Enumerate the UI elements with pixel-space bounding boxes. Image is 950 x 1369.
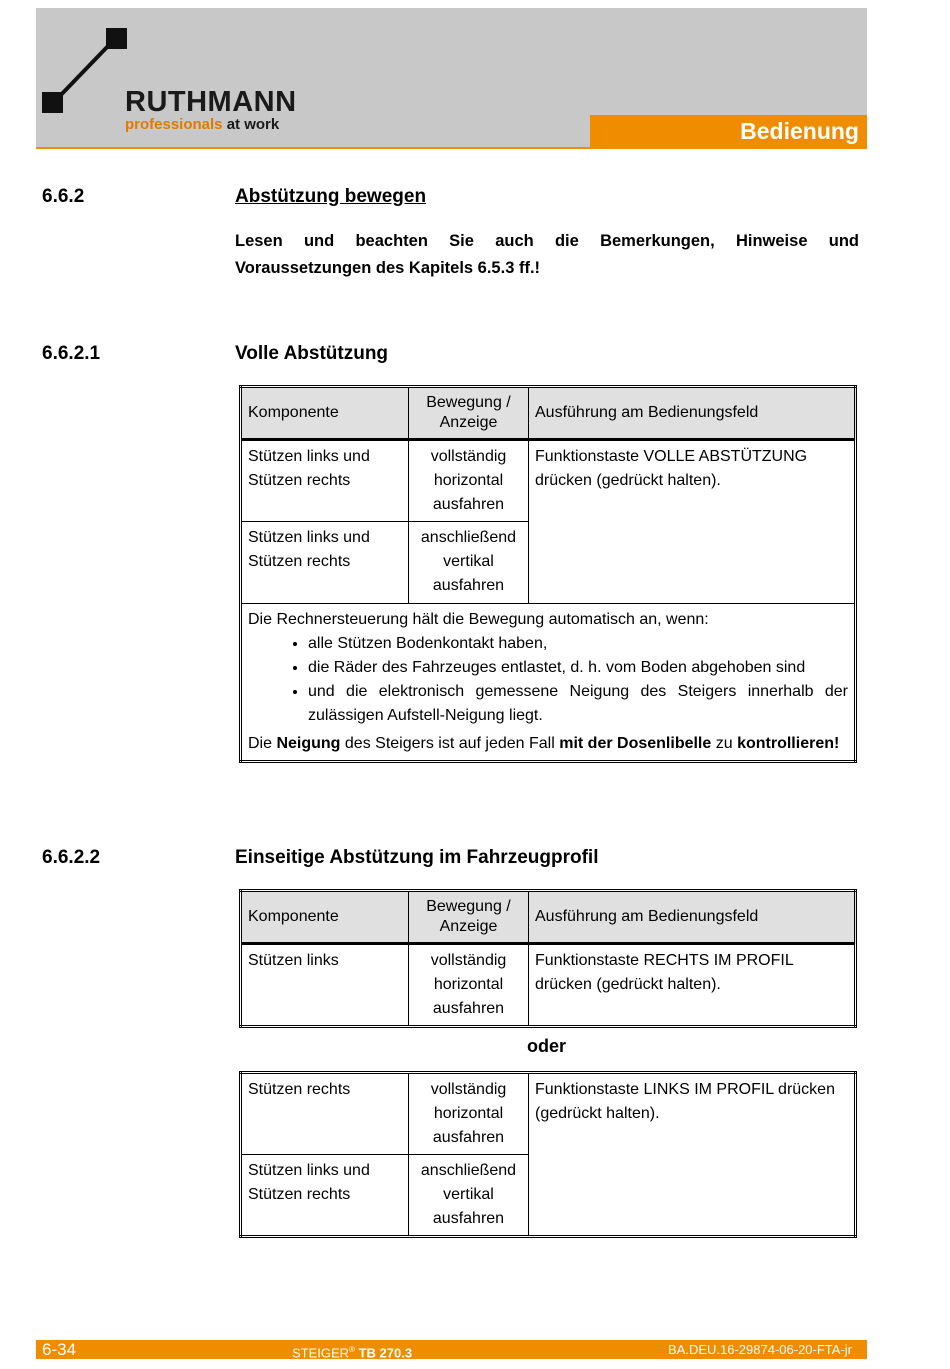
list-item: • und die elektronisch gemessene Neigung des Steigers innerhalb der zulässigen Aufstell-Neigung liegt. <box>308 680 848 728</box>
header-movement-line1: Bewegung / <box>426 898 511 915</box>
or-label: oder <box>527 1036 567 1056</box>
subsection-title: Einseitige Abstützung im Fahrzeugprofil <box>235 847 599 868</box>
header-movement-line1: Bewegung / <box>426 394 511 411</box>
table-row <box>241 1073 856 1155</box>
row-movement: anschließend vertikal ausfahren <box>409 522 529 604</box>
operation-table-profile-right <box>239 889 857 1028</box>
brand-tagline <box>125 116 279 134</box>
tagline-professionals: professionals <box>125 116 223 133</box>
row-execution: Funktionstaste RECHTS IM PROFIL drücken (gedrückt halten). <box>529 944 856 1027</box>
table-row <box>241 440 856 522</box>
header-component: Komponente <box>241 387 409 440</box>
header-execution: Ausführung am Bedienungsfeld <box>529 891 856 944</box>
brand-name: RUTHMANN <box>125 86 297 118</box>
row-component: Stützen links und Stützen rechts <box>241 522 409 604</box>
warning-part: zu <box>711 735 738 752</box>
header-movement-line2: Anzeige <box>439 918 498 935</box>
intro-text: Lesen und beachten Sie auch die Bemerkungen, Hinweise und Voraussetzungen des Kapitels 6.5.3 ff.! <box>235 232 859 277</box>
note-intro: Die Rechnersteuerung hält die Bewegung automatisch an, wenn: <box>248 611 709 628</box>
registered-mark: ® <box>349 1345 355 1354</box>
product-model: TB 270.3 <box>354 1345 413 1361</box>
list-item: • die Räder des Fahrzeuges entlastet, d. h. vom Boden abgehoben sind <box>308 656 848 680</box>
row-movement: vollständig horizontal ausfahren <box>409 1073 529 1155</box>
header-component: Komponente <box>241 891 409 944</box>
product-prefix: STEIGER <box>292 1345 350 1361</box>
row-component: Stützen rechts <box>241 1073 409 1155</box>
row-execution: Funktionstaste VOLLE ABSTÜTZUNG drücken (gedrückt halten). <box>529 440 856 604</box>
row-component: Stützen links und Stützen rechts <box>241 440 409 522</box>
table-note-row <box>241 604 856 762</box>
operation-table-profile-left <box>239 1071 857 1238</box>
row-movement: anschließend vertikal ausfahren <box>409 1155 529 1237</box>
warning-part: Die <box>248 735 277 752</box>
note-cell <box>241 604 856 762</box>
warning-part: des Steigers ist auf jeden Fall <box>340 735 560 752</box>
tagline-at-work: at work <box>222 116 280 133</box>
section-title: Abstützung bewegen <box>235 186 427 207</box>
product-name <box>292 1341 412 1361</box>
row-movement: vollständig horizontal ausfahren <box>409 944 529 1027</box>
document-id: BA.DEU.16-29874-06-20-FTA-jr <box>668 1342 852 1357</box>
list-item: • alle Stützen Bodenkontakt haben, <box>308 632 848 656</box>
warning-bold: Neigung <box>276 735 341 752</box>
section-number: 6.6.2 <box>42 186 85 207</box>
section-tab <box>590 115 867 149</box>
header-movement <box>409 891 529 944</box>
table-header-row <box>241 891 856 944</box>
ruthmann-logo-icon <box>40 26 132 118</box>
row-component: Stützen links <box>241 944 409 1027</box>
operation-table-full <box>239 385 857 763</box>
table-header-row <box>241 387 856 440</box>
header-movement <box>409 387 529 440</box>
section-label: Bedienung <box>740 118 859 144</box>
warning-text <box>248 732 848 756</box>
note-bullet-list <box>248 632 848 728</box>
header-execution: Ausführung am Bedienungsfeld <box>529 387 856 440</box>
warning-bold: kontrollieren! <box>737 735 840 752</box>
page-number: 6-34 <box>42 1340 77 1359</box>
row-execution: Funktionstaste LINKS IM PROFIL drücken (gedrückt halten). <box>529 1073 856 1237</box>
header-movement-line2: Anzeige <box>439 414 498 431</box>
row-movement: vollständig horizontal ausfahren <box>409 440 529 522</box>
subsection-title: Volle Abstützung <box>235 343 389 364</box>
header-divider <box>36 147 867 149</box>
table-row <box>241 944 856 1027</box>
subsection-number: 6.6.2.2 <box>42 847 101 868</box>
row-component: Stützen links und Stützen rechts <box>241 1155 409 1237</box>
subsection-number: 6.6.2.1 <box>42 343 101 364</box>
warning-bold: mit der Dosenlibelle <box>559 735 712 752</box>
